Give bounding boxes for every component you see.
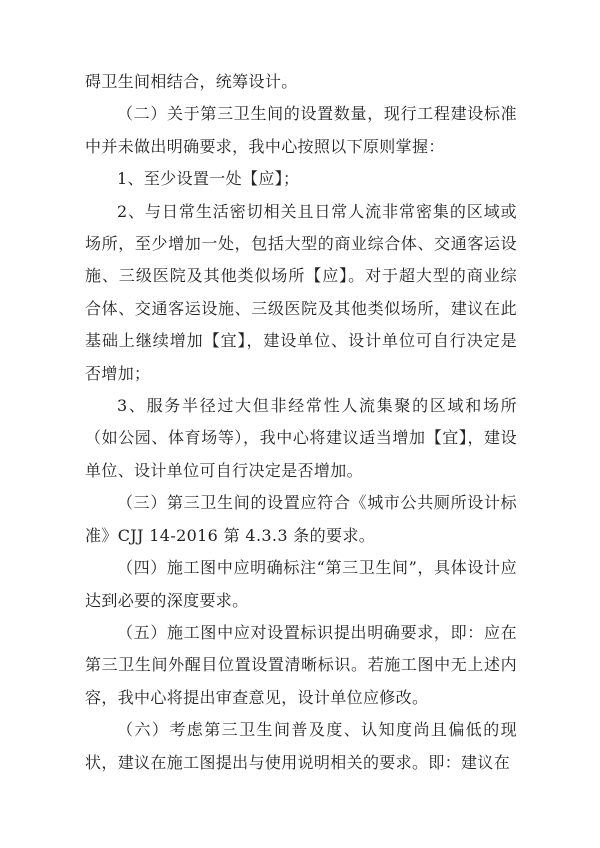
paragraph-section-5: （五）施工图中应对设置标识提出明确要求，即：应在第三卫生间外醒目位置设置清晰标识。若施工图中无上述内容，我中心将提出审查意见，设计单位应修改。	[85, 622, 517, 707]
paragraph-section-3: （三）第三卫生间的设置应符合《城市公共厕所设计标准》CJJ 14-2016 第 4.3.3 条的要求。	[85, 493, 517, 545]
paragraph-section-2: （二）关于第三卫生间的设置数量，现行工程建设标准中并未做出明确要求，我中心按照以下原则掌握：	[85, 104, 517, 156]
paragraph-item-2: 2、与日常生活密切相关且日常人流非常密集的区域或场所，至少增加一处，包括大型的商业综合体、交通客运设施、三级医院及其他类似场所【应】。对于超大型的商业综合体、交通客运设施、三级医院及其他类似场所，建议在此基础上继续增加【宜】，建设单位、设计单位可自行决定是否增加；	[85, 201, 517, 383]
paragraph-item-1: 1、至少设置一处【应】；	[117, 169, 300, 189]
paragraph-continuation: 碍卫生间相结合，统筹设计。	[85, 72, 298, 91]
paragraph-section-4: （四）施工图中应明确标注“第三卫生间”，具体设计应达到必要的深度要求。	[85, 558, 517, 610]
document-body	[85, 66, 517, 779]
paragraph-section-6: （六）考虑第三卫生间普及度、认知度尚且偏低的现状，建议在施工图提出与使用说明相关的要求。即：建议在	[85, 720, 517, 772]
paragraph-item-3: 3、服务半径过大但非经常性人流集聚的区域和场所（如公园、体育场等），我中心将建议适当增加【宜】，建设单位、设计单位可自行决定是否增加。	[85, 396, 517, 480]
